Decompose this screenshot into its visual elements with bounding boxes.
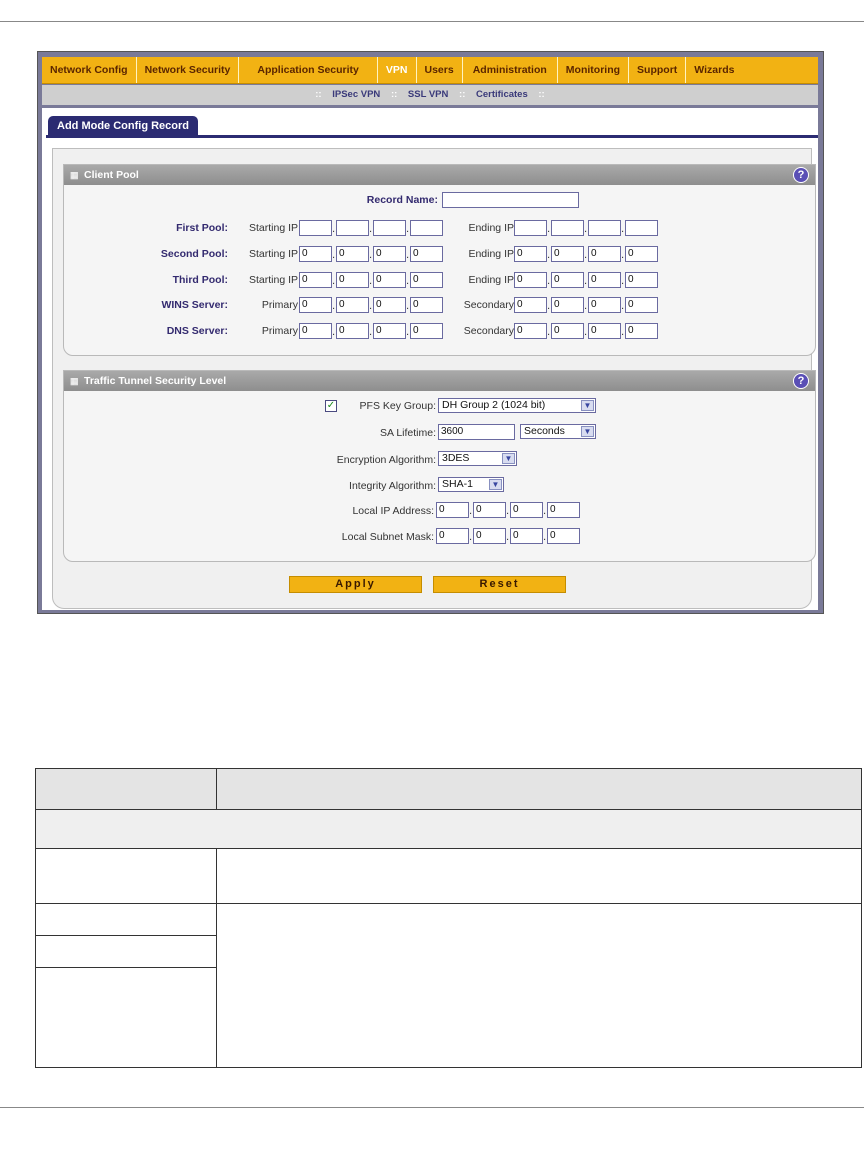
local-mask-label: Local Subnet Mask: <box>341 531 434 543</box>
local-ip-label: Local IP Address: <box>352 505 434 517</box>
ip-dot: . <box>369 301 373 312</box>
wins-server-right-label: Secondary <box>463 299 514 311</box>
first-pool-left-octet-3[interactable] <box>373 220 406 236</box>
third-pool-left-octet-1[interactable]: 0 <box>299 272 332 288</box>
local-mask-octet-4[interactable]: 0 <box>547 528 580 544</box>
chevron-down-icon: ▼ <box>581 400 594 411</box>
first-pool-right-label: Ending IP <box>468 222 514 234</box>
record-name-input[interactable] <box>442 192 579 208</box>
third-pool-right-octet-1[interactable]: 0 <box>514 272 547 288</box>
main-nav <box>42 57 818 84</box>
pfs-label: PFS Key Group: <box>359 400 436 412</box>
ip-dot: . <box>406 301 410 312</box>
ip-dot: . <box>584 224 588 235</box>
grip-icon: ▦ <box>70 376 79 386</box>
page-top-rule <box>0 21 864 22</box>
wins-server-label: WINS Server: <box>161 299 228 311</box>
nav-wizards[interactable]: Wizards <box>694 64 735 76</box>
third-pool-right-octet-2[interactable]: 0 <box>551 272 584 288</box>
dns-server-left-octet-4[interactable]: 0 <box>410 323 443 339</box>
table-cell <box>217 904 862 1068</box>
first-pool-left-label: Starting IP <box>248 222 298 234</box>
nav-application-security[interactable]: Application Security <box>239 57 378 83</box>
encryption-select[interactable] <box>438 451 517 466</box>
subnav-ipsec-vpn[interactable]: IPSec VPN <box>332 89 381 100</box>
ip-dot: . <box>369 224 373 235</box>
first-pool-right-octet-2[interactable] <box>551 220 584 236</box>
subnav-separator: :: <box>459 89 466 100</box>
second-pool-label: Second Pool: <box>160 248 228 260</box>
sa-unit-value: Seconds <box>524 425 565 437</box>
ip-dot: . <box>332 327 336 338</box>
dns-server-right-octet-1[interactable]: 0 <box>514 323 547 339</box>
ip-dot: . <box>469 532 473 543</box>
subnav-ssl-vpn[interactable]: SSL VPN <box>407 89 449 100</box>
ip-dot: . <box>469 506 473 517</box>
record-name-label: Record Name: <box>366 194 438 206</box>
subnav-separator: :: <box>315 89 322 100</box>
client-pool-header <box>64 165 815 185</box>
ip-dot: . <box>584 276 588 287</box>
first-pool-label: First Pool: <box>176 222 228 234</box>
description-table <box>35 768 862 1068</box>
ip-dot: . <box>547 224 551 235</box>
ip-dot: . <box>332 301 336 312</box>
table-header-cell <box>217 769 862 810</box>
reset-button[interactable]: Reset <box>433 576 566 593</box>
sa-lifetime-label: SA Lifetime: <box>379 427 436 439</box>
ip-dot: . <box>621 276 625 287</box>
second-pool-right-octet-4[interactable]: 0 <box>625 246 658 262</box>
nav-administration[interactable]: Administration <box>463 57 558 83</box>
second-pool-left-octet-2[interactable]: 0 <box>336 246 369 262</box>
subnav-certificates[interactable]: Certificates <box>476 89 528 100</box>
table-cell <box>36 904 217 936</box>
ip-dot: . <box>621 224 625 235</box>
ip-dot: . <box>584 327 588 338</box>
nav-vpn[interactable]: VPN <box>378 57 417 83</box>
third-pool-right-label: Ending IP <box>468 274 514 286</box>
dns-server-left-octet-3[interactable]: 0 <box>373 323 406 339</box>
second-pool-left-octet-3[interactable]: 0 <box>373 246 406 262</box>
dns-server-right-octet-2[interactable]: 0 <box>551 323 584 339</box>
help-icon[interactable]: ? <box>793 167 809 183</box>
third-pool-left-octet-2[interactable]: 0 <box>336 272 369 288</box>
second-pool-left-octet-4[interactable]: 0 <box>410 246 443 262</box>
ip-dot: . <box>584 301 588 312</box>
ip-dot: . <box>547 250 551 261</box>
pfs-select[interactable] <box>438 398 596 413</box>
second-pool-left-label: Starting IP <box>248 248 298 260</box>
sa-lifetime-input[interactable]: 3600 <box>438 424 515 440</box>
third-pool-left-octet-4[interactable]: 0 <box>410 272 443 288</box>
table-cell <box>36 849 217 904</box>
dns-server-left-octet-1[interactable]: 0 <box>299 323 332 339</box>
local-mask-octet-1[interactable]: 0 <box>436 528 469 544</box>
dns-server-right-octet-3[interactable]: 0 <box>588 323 621 339</box>
form-panel <box>52 148 812 609</box>
ip-dot: . <box>621 301 625 312</box>
wins-server-right-octet-4[interactable]: 0 <box>625 297 658 313</box>
table-section-row <box>36 810 862 849</box>
second-pool-right-octet-1[interactable]: 0 <box>514 246 547 262</box>
third-pool-left-octet-3[interactable]: 0 <box>373 272 406 288</box>
local-ip-octet-1[interactable]: 0 <box>436 502 469 518</box>
chevron-down-icon: ▼ <box>502 453 515 464</box>
wins-server-left-octet-4[interactable]: 0 <box>410 297 443 313</box>
wins-server-right-octet-2[interactable]: 0 <box>551 297 584 313</box>
third-pool-label: Third Pool: <box>172 274 228 286</box>
dns-server-right-label: Secondary <box>463 325 514 337</box>
third-pool-right-octet-3[interactable]: 0 <box>588 272 621 288</box>
local-ip-octet-3[interactable]: 0 <box>510 502 543 518</box>
ip-dot: . <box>369 327 373 338</box>
wins-server-left-octet-2[interactable]: 0 <box>336 297 369 313</box>
integrity-select[interactable] <box>438 477 504 492</box>
second-pool-left-octet-1[interactable]: 0 <box>299 246 332 262</box>
local-ip-octet-2[interactable]: 0 <box>473 502 506 518</box>
wins-server-left-octet-1[interactable]: 0 <box>299 297 332 313</box>
page-bottom-rule <box>0 1107 864 1108</box>
content-area <box>42 108 818 610</box>
nav-monitoring[interactable]: Monitoring <box>558 57 629 83</box>
nav-users[interactable]: Users <box>417 57 463 83</box>
ip-dot: . <box>547 327 551 338</box>
tab-underline <box>46 135 818 138</box>
first-pool-right-octet-4[interactable] <box>625 220 658 236</box>
ip-dot: . <box>406 250 410 261</box>
first-pool-right-octet-1[interactable] <box>514 220 547 236</box>
table-cell <box>36 968 217 1068</box>
wins-server-right-octet-3[interactable]: 0 <box>588 297 621 313</box>
ip-dot: . <box>332 224 336 235</box>
local-mask-octet-3[interactable]: 0 <box>510 528 543 544</box>
traffic-tunnel-title: Traffic Tunnel Security Level <box>84 375 227 387</box>
nav-support[interactable]: Support <box>629 57 686 83</box>
first-pool-right-octet-3[interactable] <box>588 220 621 236</box>
second-pool-right-octet-2[interactable]: 0 <box>551 246 584 262</box>
dns-server-left-octet-2[interactable]: 0 <box>336 323 369 339</box>
third-pool-right-octet-4[interactable]: 0 <box>625 272 658 288</box>
first-pool-left-octet-1[interactable] <box>299 220 332 236</box>
first-pool-left-octet-2[interactable] <box>336 220 369 236</box>
nav-network-security[interactable]: Network Security <box>137 57 240 83</box>
ip-dot: . <box>621 327 625 338</box>
ip-dot: . <box>547 276 551 287</box>
second-pool-right-octet-3[interactable]: 0 <box>588 246 621 262</box>
table-header-cell <box>36 769 217 810</box>
sa-unit-select[interactable] <box>520 424 596 439</box>
local-mask-octet-2[interactable]: 0 <box>473 528 506 544</box>
second-pool-right-label: Ending IP <box>468 248 514 260</box>
ip-dot: . <box>621 250 625 261</box>
sub-nav <box>42 85 818 105</box>
ip-dot: . <box>506 506 510 517</box>
wins-server-right-octet-1[interactable]: 0 <box>514 297 547 313</box>
local-ip-octet-4[interactable]: 0 <box>547 502 580 518</box>
client-pool-title: Client Pool <box>84 169 139 181</box>
screenshot-frame <box>37 51 824 614</box>
ip-dot: . <box>406 327 410 338</box>
ip-dot: . <box>332 276 336 287</box>
ip-dot: . <box>369 250 373 261</box>
traffic-tunnel-section <box>63 370 816 562</box>
grip-icon: ▦ <box>70 170 79 180</box>
dns-server-label: DNS Server: <box>166 325 228 337</box>
pfs-value: DH Group 2 (1024 bit) <box>442 399 546 411</box>
ip-dot: . <box>584 250 588 261</box>
help-icon[interactable]: ? <box>793 373 809 389</box>
wins-server-left-label: Primary <box>261 299 298 311</box>
subnav-separator: :: <box>538 89 545 100</box>
apply-button[interactable]: Apply <box>289 576 422 593</box>
encryption-value: 3DES <box>442 452 470 464</box>
ip-dot: . <box>543 506 547 517</box>
ip-dot: . <box>406 276 410 287</box>
dns-server-right-octet-4[interactable]: 0 <box>625 323 658 339</box>
traffic-tunnel-header <box>64 371 815 391</box>
ip-dot: . <box>406 224 410 235</box>
ip-dot: . <box>506 532 510 543</box>
nav-network-config[interactable]: Network Config <box>42 57 137 83</box>
ip-dot: . <box>543 532 547 543</box>
ip-dot: . <box>547 301 551 312</box>
client-pool-section <box>63 164 816 356</box>
integrity-value: SHA-1 <box>442 478 473 490</box>
ip-dot: . <box>332 250 336 261</box>
chevron-down-icon: ▼ <box>581 426 594 437</box>
encryption-label: Encryption Algorithm: <box>336 454 436 466</box>
table-cell <box>36 936 217 968</box>
third-pool-left-label: Starting IP <box>248 274 298 286</box>
integrity-label: Integrity Algorithm: <box>349 480 436 492</box>
table-cell <box>217 849 862 904</box>
ip-dot: . <box>369 276 373 287</box>
pfs-checkbox[interactable]: ✓ <box>326 400 336 411</box>
chevron-down-icon: ▼ <box>489 479 502 490</box>
tab-add-mode-config-record[interactable]: Add Mode Config Record <box>48 116 198 136</box>
subnav-separator: :: <box>390 89 398 100</box>
wins-server-left-octet-3[interactable]: 0 <box>373 297 406 313</box>
dns-server-left-label: Primary <box>261 325 298 337</box>
